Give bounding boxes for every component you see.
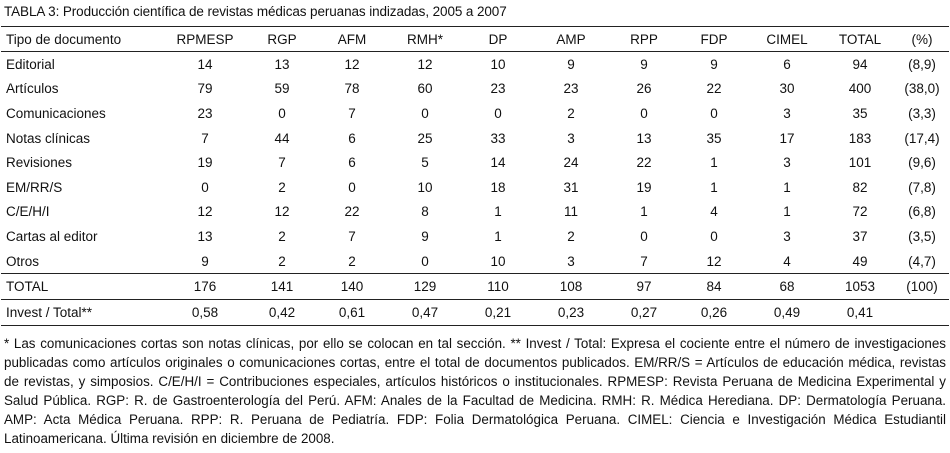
table-cell: (4,7) [908,253,936,269]
table-cell: 1 [494,228,502,244]
table-cell: 94 [852,56,868,72]
table-cell: 1 [783,179,791,195]
column-header: AMP [533,27,609,52]
table-cell: 0,58 [163,299,247,325]
table-cell: 3 [567,130,575,146]
table-cell: 0,26 [679,299,749,325]
table-cell: 108 [533,274,609,300]
table-cell: 0 [201,179,209,195]
table-cell: 12 [197,204,213,220]
table-cell: 2 [348,253,356,269]
table-cell: 6 [783,56,791,72]
header-row [1,27,949,52]
table-cell: 0,27 [609,299,679,325]
table-cell: 17 [779,130,795,146]
row-label: Artículos [6,81,59,97]
table-cell: 129 [387,274,463,300]
table-cell: 11 [563,204,578,220]
table-cell: 26 [636,81,652,97]
table-cell: 31 [563,179,579,195]
column-header: RMH* [387,27,463,52]
table-cell: 60 [417,81,433,97]
ratio-row [1,299,949,325]
table-cell: 0 [710,105,718,121]
table-cell: 10 [490,56,506,72]
table-cell: 2 [278,179,286,195]
table-row [1,150,949,175]
table-cell: (3,5) [908,228,936,244]
table-container [0,26,950,326]
table-cell: 19 [636,179,652,195]
table-cell: 79 [197,81,213,97]
table-cell: 13 [274,56,290,72]
table-cell: 0 [640,105,648,121]
row-label: Notas clínicas [6,130,91,146]
column-header: Tipo de documento [1,27,163,52]
table-cell: 22 [636,155,652,171]
data-table [1,26,949,326]
table-cell: 9 [201,253,209,269]
table-cell: 0 [421,105,429,121]
table-cell: 12 [344,56,360,72]
table-cell: 400 [848,81,872,97]
table-cell: (17,4) [904,130,940,146]
table-cell: 82 [852,179,868,195]
table-cell: 0,21 [463,299,533,325]
table-body [1,52,949,326]
table-cell: 0 [640,228,648,244]
table-cell: 0,49 [749,299,825,325]
table-title: TABLA 3: Producción científica de revistas médicas peruanas indizadas, 2005 a 2007 [4,4,507,19]
table-cell: 0 [421,253,429,269]
table-row [1,126,949,151]
table-cell: 141 [247,274,317,300]
table-cell: 97 [609,274,679,300]
table-cell: 37 [852,228,868,244]
table-cell: 3 [783,105,791,121]
row-label: Invest / Total** [1,299,163,325]
table-cell: 12 [274,204,290,220]
table-cell: (100) [895,274,949,300]
row-label: EM/RR/S [6,179,63,195]
table-cell: 9 [567,56,575,72]
table-cell: 35 [706,130,722,146]
table-cell: 49 [852,253,868,269]
table-cell: 110 [463,274,533,300]
table-cell: 4 [710,204,718,220]
column-header: RPMESP [163,27,247,52]
table-cell: 2 [567,228,575,244]
table-cell: 0,42 [247,299,317,325]
column-header: RGP [247,27,317,52]
table-cell: 35 [852,105,868,121]
table-row [1,249,949,274]
table-row [1,101,949,126]
table-cell: 0 [348,179,356,195]
table-cell: 23 [490,81,506,97]
row-label: TOTAL [1,274,163,300]
table-cell: 44 [274,130,290,146]
column-header: TOTAL [825,27,895,52]
table-cell: (3,3) [908,105,936,121]
table-footnote: * Las comunicaciones cortas son notas clínicas, por ello se colocan en tal sección. ** Invest / Total: Expresa el cociente entre el número de investigaciones publicadas como artículos originales o comunicaciones cortas, entre el total de documentos publicados. EM/RR/S = Artículos de educación médica, revistas de revistas, y simposios. C/E/H/I = Contribuciones especiales, artículos históricos o institucionales. RPMESP: Revista Peruana de Medicina Experimental y Salud Pública. RGP: R. de Gastroenterología del Perú. AFM: Anales de la Facultad de Medicina. RMH: R. Médica Herediana. DP: Dermatología Peruana. AMP: Acta Médica Peruana. RPP: R. Peruana de Pediatría. FDP: Folia Dermatológica Peruana. CIMEL: Ciencia e Investigación Médica Estudiantil Latinoamericana. Última revisión en diciembre de 2008. [4,336,946,446]
table-cell: 2 [278,228,286,244]
table-cell: (7,8) [908,179,936,195]
table-cell: 101 [848,155,872,171]
row-label: C/E/H/I [6,204,50,220]
table-cell: 18 [490,179,506,195]
table-cell: 78 [344,81,360,97]
row-label: Comunicaciones [6,105,106,121]
table-cell: 30 [779,81,795,97]
table-cell: 1 [710,179,718,195]
table-cell: 4 [783,253,791,269]
table-cell: 12 [706,253,722,269]
table-cell: 7 [640,253,648,269]
table-row [1,224,949,249]
table-cell: 2 [567,105,575,121]
table-cell: 1 [494,204,502,220]
table-cell: 8 [421,204,429,220]
table-cell: 6 [348,155,356,171]
table-cell: (6,8) [908,204,936,220]
table-row [1,175,949,200]
row-label: Otros [6,253,40,269]
table-cell: 22 [344,204,360,220]
table-cell: 22 [706,81,722,97]
table-cell: (9,6) [908,155,936,171]
table-cell: 10 [417,179,433,195]
table-cell: 0 [278,105,286,121]
column-header: AFM [317,27,387,52]
table-cell: 2 [278,253,286,269]
table-cell: 24 [563,155,579,171]
table-cell: 25 [417,130,433,146]
table-cell: 14 [490,155,506,171]
table-cell [895,299,949,325]
table-cell: 72 [852,204,868,220]
table-cell: 33 [490,130,506,146]
table-cell: 3 [567,253,575,269]
table-cell: 0 [710,228,718,244]
table-cell: 7 [348,105,356,121]
table-cell: 0,61 [317,299,387,325]
table-cell: 14 [197,56,213,72]
table-cell: 183 [848,130,872,146]
table-cell: 19 [197,155,213,171]
column-header: (%) [895,27,949,52]
table-cell: 1 [640,204,648,220]
table-cell: 12 [417,56,433,72]
table-cell: 9 [421,228,429,244]
table-cell: 0,47 [387,299,463,325]
table-cell: (8,9) [908,56,936,72]
table-cell: (38,0) [904,81,940,97]
row-label: Cartas al editor [6,228,98,244]
table-row [1,200,949,225]
table-row [1,52,949,77]
table-cell: 7 [348,228,356,244]
table-cell: 13 [197,228,213,244]
table-cell: 9 [640,56,648,72]
table-cell: 0,41 [825,299,895,325]
column-header: RPP [609,27,679,52]
total-row [1,274,949,300]
table-cell: 140 [317,274,387,300]
column-header: CIMEL [749,27,825,52]
table-cell: 1053 [825,274,895,300]
row-label: Revisiones [6,155,73,171]
table-cell: 0,23 [533,299,609,325]
table-cell: 5 [421,155,429,171]
table-cell: 1 [710,155,718,171]
table-cell: 1 [783,204,791,220]
column-header: FDP [679,27,749,52]
table-cell: 10 [490,253,506,269]
table-cell: 3 [783,155,791,171]
row-label: Editorial [6,56,55,72]
table-cell: 3 [783,228,791,244]
column-header: DP [463,27,533,52]
table-cell: 13 [636,130,652,146]
table-cell: 59 [274,81,290,97]
table-row [1,77,949,102]
table-cell: 23 [563,81,579,97]
table-cell: 176 [163,274,247,300]
table-cell: 7 [201,130,209,146]
table-cell: 7 [278,155,286,171]
table-cell: 6 [348,130,356,146]
table-cell: 68 [749,274,825,300]
table-cell: 0 [494,105,502,121]
table-cell: 23 [197,105,213,121]
table-cell: 9 [710,56,718,72]
table-cell: 84 [679,274,749,300]
